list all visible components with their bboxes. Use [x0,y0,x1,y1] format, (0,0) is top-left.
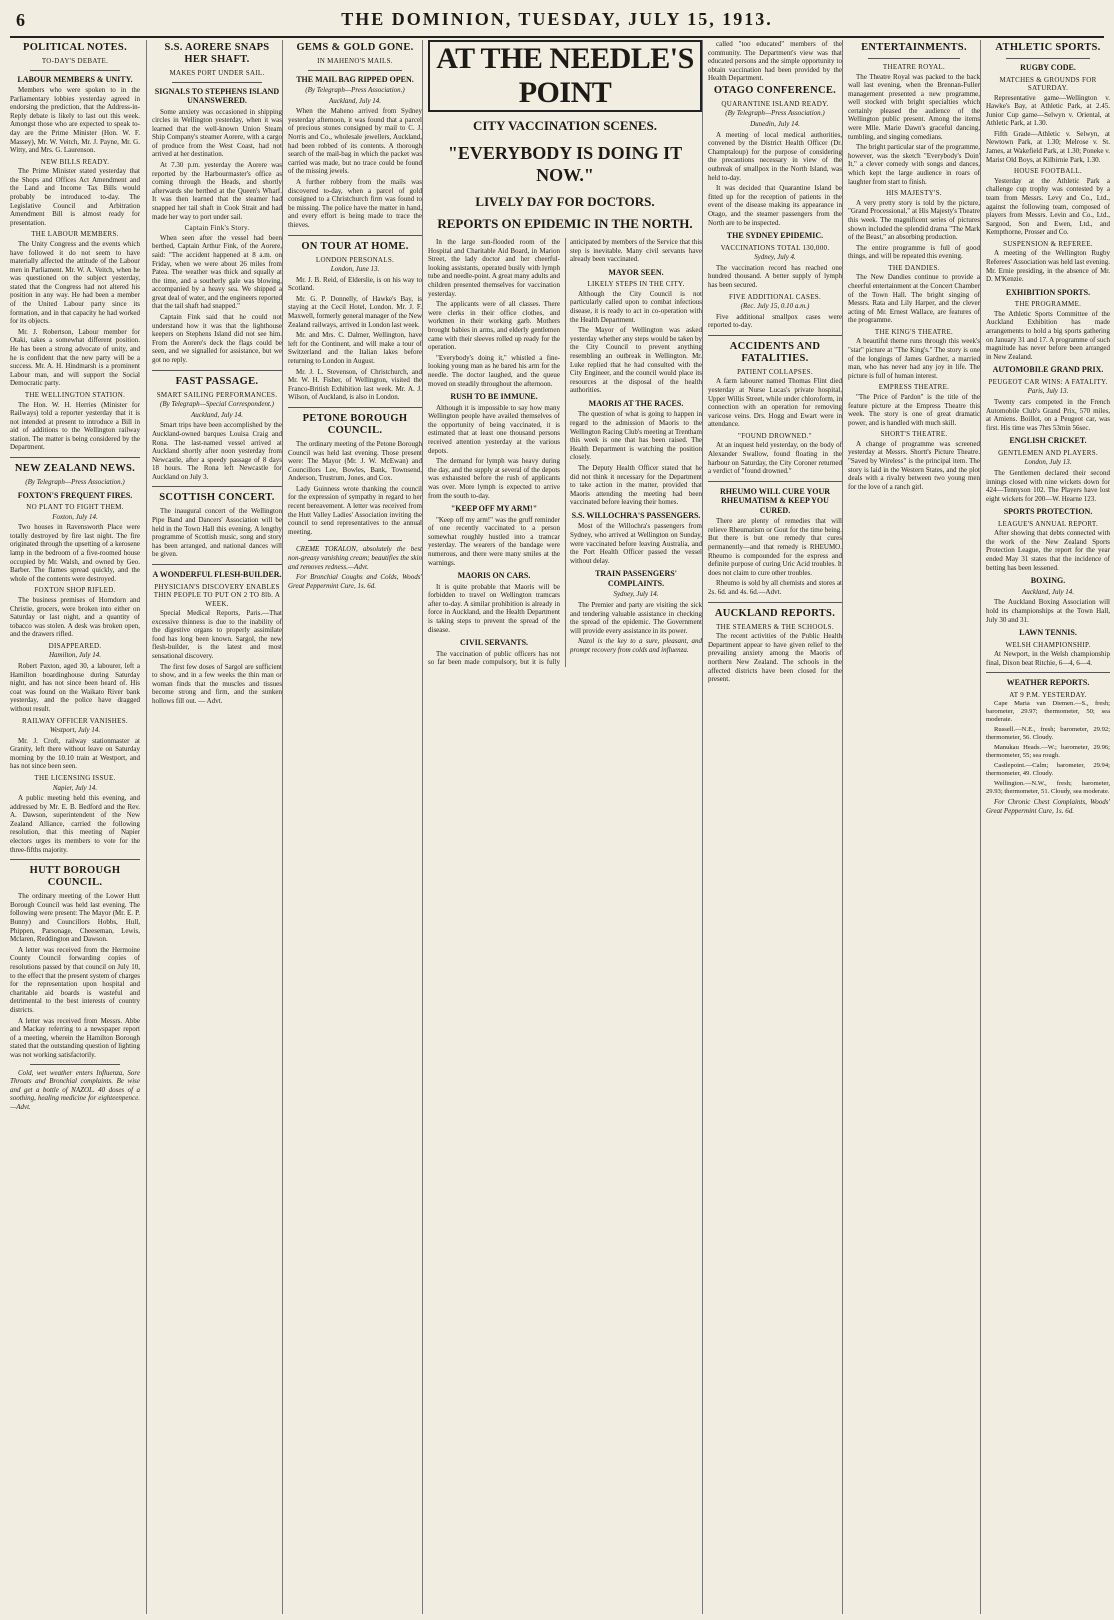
paragraph: Special Medical Reports, Paris.—That excessive thinness is due to the inability of the digestive organs to properly assimilate food has long been known. Sargol, the new flesh-builder, is the latest and most sensational discovery. [152,609,282,660]
weather-list [986,700,1110,796]
masthead [10,6,1104,38]
paragraph: called "too educated" members of the community. The Department's view was that educated persons and the simple opportunity to obtain vaccination had been provided by the Health Department. [708,40,842,83]
main-subheadline: REPORTS ON EPIDEMIC IN THE NORTH. [437,216,693,231]
dateline: Dunedin, July 14. [750,120,800,129]
subheading: NEW BILLS READY. [40,157,110,166]
subheading: QUARANTINE ISLAND READY. [721,99,829,108]
two-column-body [428,238,702,667]
paragraph: The question of what is going to happen in regard to the admission of Maoris to the Wellington Racing Club's meeting at Trentham this week is one that has been raised. The Health Department is watching the position closely. [570,410,702,462]
article-headline: SCOTTISH CONCERT. [159,492,275,504]
subheading: "KEEP OFF MY ARM!" [450,504,538,514]
paragraph: A beautiful theme runs through this week's "star" picture at "The King's." The story is one of the longings of James Gardner, a married man, who has never had any joy in life. The picture is full of human interest. [848,337,980,380]
weather-entry: Cape Maria van Diemen.—S., fresh; barometer, 29.97; thermometer, 50; sea moderate. [986,700,1110,724]
paragraph: The Auckland Boxing Association will hold its championships at the Town Hall, July 30 and 31. [986,598,1110,624]
paragraph: "Everybody's doing it," whistled a fine-looking young man as he bared his arm for the needle. The doctor laughed, and the queue moved on steadily throughout the afternoon. [428,353,560,388]
article-headline: PETONE BOROUGH COUNCIL. [302,412,408,436]
subheading: MAYOR SEEN. [608,267,664,277]
subheading: THE KING'S THEATRE. [874,327,954,336]
weather-entry: Castlepoint.—Calm; barometer, 29.94; thermometer, 49. Cloudy. [986,762,1110,778]
column-aorere [146,40,282,1614]
article-headline: ACCIDENTS AND FATALITIES. [729,340,821,364]
paragraph: At 7.30 p.m. yesterday the Aorere was reported by the Harbourmaster's office as coming through the Heads, and shortly afterwards she berthed at the Queen's Wharf. It was then learned that the steamer had snapped her tail shaft in Cook Strait and had made her way to port under sail. [152,161,282,221]
subheading: HIS MAJESTY'S. [886,189,942,198]
section-heading: NEW ZEALAND NEWS. [14,463,136,475]
subheading: LONDON PERSONALS. [315,255,395,264]
paragraph: A meeting of the Wellington Rugby Referees' Association was held last evening. Mr. Ernie presiding, in the absence of Mr. D. M'Kenzie. [986,249,1110,284]
paragraph: The Unity Congress and the events which have followed it do not seem to have materially affected the attitude of the Labour men in Parliament. Mr. W. A. Veitch, when he was questioned on the subject yesterday, stated that the Congress had not altered his position in any way. He had been a member of the United Labour party since its formation, and in that capacity he had worked for its objects. [10,239,140,326]
column-gems-gold [282,40,422,1614]
main-headline: AT THE NEEDLE'S POINT [428,40,702,112]
subheading: SIGNALS TO STEPHENS ISLAND UNANSWERED. [154,86,280,105]
paragraph: The business premises of Horndorn and Christie, grocers, were broken into either on Saturday or last night, and a quantity of tobacco was stolen. A desk was broken open, and the drawers rifled. [10,595,140,639]
subheading: PEUGEOT CAR WINS: A FATALITY. [988,377,1108,386]
subheading: TRAIN PASSENGERS' COMPLAINTS. [595,569,677,588]
byline: (By Telegraph—Press Association.) [305,86,405,94]
paragraph: The Gentlemen declared their second innings closed with nine wickets down for 424—Tennyson 102. The Players have lost eight wickets for 200—W. Hearne 123. [986,468,1110,503]
paragraph: At Newport, in the Welsh championship final, Dixon beat Ritchie, 6—4, 6—4. [986,650,1110,667]
paragraph: Lady Guinness wrote thanking the council for the expression of sympathy in regard to her recent bereavement. A letter was received from the Hutt Valley Ladies' Association inviting the council to send representatives to the annual meeting. [288,484,422,536]
column-needles-point [422,40,702,1614]
article-heading: BOXING. [1030,576,1066,586]
dateline: (Rec. July 15, 0.10 a.m.) [740,302,810,311]
subheading: THEATRE ROYAL. [882,63,946,71]
paragraph: When the Maheno arrived from Sydney yesterday afternoon, it was found that a parcel of precious stones consigned by mail to C. J. Norris and Co., wholesale jewellers, Auckland, had been robbed of its contents. A thorough search of the mail-bag in which the packet was carried was made, but no trace could be found of the missing jewels. [288,107,422,176]
paragraph: There are plenty of remedies that will relieve Rheumatism or Gout for the time being. But there is but one remedy that cures permanently—and that remedy is RHEUMO. Rheumo is compounded for the express and definite purpose of curing Uric Acid troubles. It does not claim to cure other troubles. [708,517,842,577]
columns [10,40,1110,1614]
article-heading: LAWN TENNIS. [1019,628,1077,638]
subheading: GENTLEMEN AND PLAYERS. [998,448,1098,457]
paragraph: The bright particular star of the programme, however, was the sketch "Everybody's Doin' It," a clever comedy with songs and dances, which kept the large audience in roars of laughter from start to finish. [848,143,980,186]
paragraph: Fifth Grade—Athletic v. Selwyn, at Newtown Park, at 1.30; Melrose v. St. James, at Wakefield Park, at 1.30; Poneke v. Marist Old Boys, at Kilbirnie Park, 1.30. [986,129,1110,164]
subheading: THE LICENSING ISSUE. [34,774,116,782]
column-otago-conference [702,40,842,1614]
article-headline: GEMS & GOLD GONE. [296,42,414,53]
paragraph: The Premier and party are visiting the sick and tendering valuable assistance in checking the spread of the epidemic. The Government will provide every assistance in its power. [570,601,702,635]
subheading: Captain Fink's Story. [184,224,250,233]
advertisement: Cold, wet weather enters Influenza, Sore Throats and Bronchial complaints. Be wise and get a bottle of NAZOL. 40 doses of a soothing, healing medicine for eighteenpence.—Advt. [10,1068,140,1111]
weather-entry: Russell.—N.E., fresh; barometer, 29.92; thermometer, 56. Cloudy. [986,726,1110,742]
paragraph: Mr. J. Croft, railway stationmaster at Granity, left there without leave on Saturday morning by the 10.10 train at Westport, and has not since been seen. [10,736,140,771]
paragraph: Representative game—Wellington v. Hawke's Bay, at Athletic Park, at 2.45. Junior Cup game—Selwyn v. Oriental, at Athletic Park, at 1.30. [986,93,1110,128]
dateline: Napier, July 14. [52,783,98,792]
paragraph: The inaugural concert of the Wellington Pipe Band and Dancers' Association will be held in the Town Hall this evening. A lengthy programme of Scottish music, song and story has been arranged, and national dances will be given. [152,507,282,559]
subheading: THE MAIL BAG RIPPED OPEN. [296,74,414,84]
paragraph: Although the City Council is not particularly called upon to combat infectious disease, it is ready to act in co-operation with the Health Department. [570,289,702,324]
paragraph: A letter was received from the Hermoine County Council forwarding copies of resolutions passed by that council on July 10, to the effect that the present system of charges for the representation upon hospital and charitable aid boards is wasteful and detrimental to the best interests of country districts. [10,945,140,1014]
column-political-notes [10,40,140,1614]
paragraph: The Deputy Health Officer stated that he did not think it necessary for the Department to take action in the matter, provided that Maoris attending the meeting had been vaccinated before leaving their homes. [570,463,702,507]
article-headline: FAST PASSAGE. [175,375,259,387]
dateline: Sydney, July 14. [613,590,659,599]
dateline: Sydney, July 4. [754,253,796,262]
paragraph: Mr. J. Robertson, Labour member for Otaki, takes a somewhat different position. He has been a strong advocate of unity, and he is confident that the new party will be a success. Mr. A. H. Hindmarsh is a prominent Labour man, and will support the Social Democratic party. [10,327,140,388]
subheading: THE LABOUR MEMBERS. [31,230,119,239]
subheading: SMART SAILING PERFORMANCES. [156,390,278,399]
paragraph: The vaccination record has reached one hundred thousand. A better supply of lymph has been secured. [708,263,842,289]
subheading: MAORIS ON CARS. [457,571,531,581]
article-heading: AUTOMOBILE GRAND PRIX. [992,365,1104,375]
subheading: SHORT'S THEATRE. [880,430,948,439]
section-heading: ENTERTAINMENTS. [861,42,967,53]
page-number: 6 [16,10,25,30]
paragraph: The ordinary meeting of the Lower Hutt Borough Council was held last evening. The following were present: The Mayor (Mr. E. P. Bunny) and Councillors Hobbs, Hull, Phippen, Parsonage, Cheeseman, Lewis, Mclaren, Reddington and Dawson. [10,892,140,944]
paragraph: The recent activities of the Public Health Department appear to have given relief to the prevailing anxiety among the Maoris of northern New Zealand. The schools in the affected districts have been closed for the present. [708,632,842,684]
article-heading: SPORTS PROTECTION. [1003,507,1093,517]
subheading: VACCINATIONS TOTAL 130,000. [720,243,830,252]
paragraph: A farm labourer named Thomas Flint died yesterday at Nurse Lucas's private hospital, Upper Willis Street, while under chloroform, in connection with an operation for removing varicose veins. Drs. Hogg and Ewart were in attendance. [708,377,842,429]
advert-headline: A WONDERFUL FLESH-BUILDER. [152,570,282,580]
paragraph: "The Price of Pardon" is the title of the feature picture at the Empress Theatre this week. The story is one of great dramatic power, and is handled with much skill. [848,392,980,427]
paragraph: A further robbery from the mails was discovered to-day, when a parcel of gold consigned to a Christchurch firm was found to be missing. The police have the matter in hand, and every effort is being made to trace the thieves. [288,177,422,229]
paragraph: Yesterday at the Athletic Park a challenge cup trophy was contested by a team from Messrs. Levy and Co., Ltd., against the following team, composed of players from Messrs. Levin and Co., Ltd., Sargood, Son and Ewen, Ltd., and Kempthorne, Prosser and Co. [986,176,1110,237]
paragraph: Mr. J. B. Reid, of Elderslie, is on his way to Scotland. [288,275,422,293]
paragraph: Smart trips have been accomplished by the Auckland-owned barques Louisa Craig and Rona. The last-named vessel arrived at Auckland shortly after noon yesterday from Newcastle, after a speedy passage of 8 days 18 hours. The Rona left Newcastle for Auckland on July 3. [152,421,282,481]
subheading: FOXTON SHOP RIFLED. [34,586,116,595]
paragraph: Robert Paxton, aged 30, a labourer, left a Hamilton boardinghouse during Saturday night, and has not since been heard of. His coat was found on the Waikato River bank yesterday, and the police have dragged without result. [10,661,140,713]
paragraph: The ordinary meeting of the Petone Borough Council was held last evening. Those present were: The Mayor (Mr. J. W. McEwan) and Councillors Lee, Bowles, Bank, Townsend, Anderson, Trustrum, Jones, and Cox. [288,439,422,483]
paragraph: The first few doses of Sargol are sufficient to show, and in a few weeks the thin man or woman finds that the muscles and tissues become strong and firm, and the sunken hollows fill out. — Advt. [152,662,282,705]
paragraph: It is quite probable that Maoris will be forbidden to travel on Wellington tramcars after to-day. A similar prohibition is already in force in Auckland, and the Health Department is taking steps to prevent the spread of the disease. [428,582,560,634]
paragraph: A very pretty story is told by the picture, "Grand Processional," at His Majesty's Theatre this week. The magnificent series of pictures shown included the splendid drama "The Mark of the Beast," an absorbing production. [848,198,980,242]
paragraph: A change of programme was screened yesterday at Messrs. Shortt's Picture Theatre. "Saved by Wireless" is the principal item. The story is laid in the Western States, and the plot deals with a rivalry between two young men for the love of a ranch girl. [848,439,980,491]
paragraph: Although it is impossible to say how many Wellington people have availed themselves of the opportunity of being vaccinated, it is estimated that at least one thousand persons received attention yesterday at the various depots. [428,403,560,455]
paragraph: At an inquest held yesterday, on the body of Alexander Swallow, found floating in the harbour on Saturday, the City Coroner returned a verdict of "found drowned." [708,441,842,476]
main-subheadline: LIVELY DAY FOR DOCTORS. [475,194,655,209]
subheading: CIVIL SERVANTS. [459,638,529,648]
section-heading: POLITICAL NOTES. [23,42,127,53]
byline: (By Telegraph—Press Association.) [25,478,125,487]
subheading: NO PLANT TO FIGHT THEM. [26,503,124,512]
paragraph: Captain Fink said that he could not understand how it was that the lighthouse keepers on Stephens Island did not see him. From the Aorere's deck the flags could be seen, and we signalled for assistance, but we got no reply. [152,313,282,365]
article-headline: S.S. AORERE SNAPS HER SHAFT. [164,42,270,65]
paragraph: Two houses in Ravensworth Place were totally destroyed by fire last night. The fire originated through the upsetting of a kerosene lamp in the bedroom of a five-roomed house occupied by Mr. Walsh, and owned by Geo. Barber. The flames spread quickly, and the whole of the contents were destroyed. [10,523,140,583]
article-heading: EXHIBITION SPORTS. [1005,287,1091,297]
paragraph: The Theatre Royal was packed to the back wall last evening, when the Brennan-Fuller management presented a new programme, well stocked with bright specialties which certainly pleased the audience of the Wellington public present. Among the items were Mlle. Marie Dawn's graceful dancing, tumbling, and singing comedians. [848,72,980,141]
article-heading: LABOUR MEMBERS & UNITY. [17,74,133,84]
paragraph: The vaccination of public officers has not so far been made compulsory, but it is fully anticipated by members of the Service that this step is inevitable. Many civil servants have already been vaccinated. [428,238,702,667]
paragraph: Twenty cars competed in the French Automobile Club's Grand Prix, 570 miles, at Amiens. Boillot, on a Peugeot car, was first. His time was 7hrs 53min 56sec. [986,397,1110,432]
subheading: LEAGUE'S ANNUAL REPORT. [997,519,1099,528]
subheading: EMPRESS THEATRE. [878,383,950,392]
article-headline: ON TOUR AT HOME. [301,240,409,252]
subheading: AT 9 P.M. YESTERDAY. [1009,690,1087,699]
dateline: Paris, July 13. [1027,387,1069,396]
subheading: HOUSE FOOTBALL. [1014,167,1082,176]
paragraph: A public meeting held this evening, and addressed by Mr. E. B. Bedford and the Rev. A. Dawson, superintendent of the New Zealand Alliance, carried the following resolution, that this meeting of Napier electors urges its members to vote for the three-fifths majority. [10,794,140,854]
paragraph: The applicants were of all classes. There were clerks in their office clothes, and workmen in their working garb. Mothers brought babies in arms, and elderly gentlemen came with their sleeves rolled up ready for the operation. [428,300,560,352]
main-subheadline: CITY VACCINATION SCENES. [472,118,658,133]
dateline: London, July 13. [1024,458,1072,467]
subheading: LIKELY STEPS IN THE CITY. [587,280,685,289]
paragraph: After showing that debts connected with the work of the New Zealand Sports Protection League, the report for the year ended May 31 states that the incidence of betting has been lessened. [986,529,1110,572]
dateline: Foxton, July 14. [52,512,98,521]
paragraph: The entire programme is full of good things, and will be repeated this evening. [848,243,980,261]
paragraph: When seen after the vessel had been berthed, Captain Arthur Fink, of the Aorere, said: "The accident happened at 8 a.m. on Friday, when we were about 26 miles from Patea. The weather was thick and squally at the time, and a southerly gale was blowing, accompanied by a heavy sea. We shipped a great deal of water, and the engineers reported that the tail shaft had snapped." [152,233,282,311]
article-heading: RUGBY CODE. [1020,63,1076,72]
paragraph: Rheumo is sold by all chemists and stores at 2s. 6d. and 4s. 6d.—Advt. [708,579,842,597]
main-quote-headline: "EVERYBODY IS DOING IT NOW." [447,143,683,185]
article-heading: WEATHER REPORTS. [1006,678,1090,688]
paragraph: Most of the Willochra's passengers from Sydney, who arrived at Wellington on Sunday, were vaccinated before leaving Australia, and the Port Health Officer passed the vessel without delay. [570,522,702,565]
article-headline: AUCKLAND REPORTS. [714,607,836,619]
paragraph: "Keep off my arm!" was the gruff reminder of one recently vaccinated to a person somewhat roughly hustled into a tramcar yesterday. The wearers of the bandage were numerous, and there were many smiles at the warnings. [428,515,560,567]
advertisement: CREME TOKALON, absolutely the best non-greasy vanishing cream; beautifies the skin and removes redness.—Advt. [288,545,422,571]
paragraph: The Mayor of Wellington was asked yesterday whether any steps would be taken by the City Council to prevent anything resembling an outbreak in Wellington. Mr. Luke replied that he had consulted with the City Engineer, and the council would place its resources at the disposal of the health authorities. [570,326,702,395]
paragraph: Members who were spoken to in the Parliamentary lobbies yesterday agreed in endorsing the prediction, that the Address-in-Reply debate is likely to last out this week. Amongst those who are expected to speak to-day are the Prime Minister (Hon. W. F. Massey), Mr. W. Veitch, Mr. J. Payne, Mr. G. Witty, and Mrs. G. Laurenson. [10,86,140,155]
advertisement: Nazol is the key to a sure, pleasant, and prompt recovery from colds and influenza. [570,637,702,654]
subheading: RAILWAY OFFICER VANISHES. [22,716,128,725]
subheading: MAORIS AT THE RACES. [588,398,684,408]
paragraph: Mr. J. L. Stevenson, of Christchurch, and Mr. W. H. Fisher, of Wellington, visited the Franco-British Exhibition last week. Mr. A. J. Wilson, of Auckland, is also in London. [288,367,422,402]
subheading: THE DANDIES. [888,263,940,272]
section-heading: HUTT BOROUGH COUNCIL. [29,865,121,889]
paragraph: It was decided that Quarantine Island be fitted up for the reception of patients in the event of the disease making its appearance in Otago, and the steamer passengers from the North are to be inspected. [708,184,842,227]
paragraph: Some anxiety was occasioned in shipping circles in Wellington yesterday, when it was learned that the well-known Union Steam Ship Company's steamer Aorere, with a cargo of produce from the West Coast, had not arrived at her destination. [152,107,282,159]
column-entertainments [842,40,980,1614]
paragraph: The Athletic Sports Committee of the Auckland Exhibition has made arrangements to hold a big sports gathering on January 31 and 17. A programme of such magnitude has never before been arranged in New Zealand. [986,309,1110,361]
paragraph: The Hon. W. H. Herries (Minister for Railways) told a reporter yesterday that it is not intended at present to introduce a Bill in aid of additions to the Wellington railway station. The matter is being considered by the Department. [10,400,140,452]
dateline: Auckland, July 14. [328,96,382,105]
subheading: S.S. WILLOCHRA'S PASSENGERS. [571,510,701,520]
paragraph: Five additional smallpox cases were reported to-day. [708,312,842,330]
column-athletic-sports [980,40,1110,1614]
paragraph: The demand for lymph was heavy during the day, and the supply at several of the depots was exhausted before the rush of applicants was over. More lymph is expected to arrive from the south to-day. [428,457,560,500]
subheading: THE PROGRAMME. [1014,300,1082,309]
byline: (By Telegraph—Special Correspondent.) [160,400,274,409]
advertisement: For Bronchial Coughs and Colds, Woods' Great Peppermint Cure, 1s. 6d. [288,573,422,590]
article-heading: FOXTON'S FREQUENT FIRES. [17,490,133,500]
paragraph: In the large sun-flooded room of the Hospital and Charitable Aid Board, in Marion Street, the lady doctor and her cheerful-looking assistants, operated busily with lymph tube and needle-point. A great many adults and children presented themselves for vaccination yesterday. [428,238,560,298]
subheading: DISAPPEARED. [48,641,102,650]
weather-entry: Manukau Heads.—W.; barometer, 29.96; thermometer, 55; sea rough. [986,744,1110,760]
subheading: MAKES PORT UNDER SAIL. [169,69,265,77]
subheading: RUSH TO BE IMMUNE. [450,392,538,402]
newspaper-title: THE DOMINION, TUESDAY, JULY 15, 1913. [341,9,773,29]
advert-headline: RHEUMO WILL CURE YOUR RHEUMATISM & KEEP YOU CURED. [719,486,830,515]
subheading: WELSH CHAMPIONSHIP. [1005,640,1091,649]
subheading: PHYSICIAN'S DISCOVERY ENABLES THIN PEOPLE TO PUT ON 2 TO 8lb. A WEEK. [153,582,281,608]
paragraph: Mr. G. P. Donnelly, of Hawke's Bay, is staying at the Cecil Hotel, London. Mr. J. F. Maxwell, formerly general manager of the New Zealand railways, arrived in London last week. [288,294,422,329]
article-heading: ENGLISH CRICKET. [1009,436,1087,446]
subheading: FIVE ADDITIONAL CASES. [728,292,822,301]
dateline: Auckland, July 14. [1021,587,1075,596]
subheading: THE SYDNEY EPIDEMIC. [726,231,824,241]
subheading: TO-DAY'S DEBATE. [41,57,109,65]
paragraph: The New Dandies continue to provide a cheerful entertainment at the Concert Chamber of the Town Hall. The bright singing of Messrs. Rata and Lily Harper, and the clever acting of Mr. Ernest Wallace, are features of the programme. [848,273,980,325]
byline: (By Telegraph—Press Association.) [725,109,825,118]
advertisement: For Chronic Chest Complaints, Woods' Great Peppermint Cure, 1s. 6d. [986,798,1110,815]
paragraph: A meeting of local medical authorities, convened by the District Health Officer (Dr. Champtaloup) for the purpose of considering the precautions necessary in view of the outbreak of smallpox in the North Island, was held to-day. [708,130,842,182]
dateline: London, June 13. [330,265,380,273]
dateline: Westport, July 14. [49,726,101,735]
subheading: IN MAHENO'S MAILS. [317,57,393,65]
article-headline: OTAGO CONFERENCE. [713,84,837,96]
paragraph: The Prime Minister stated yesterday that the Shops and Offices Act Amendment and the Land and Income Tax Bills would probably be introduced to-day. The Legislative Council and Arbitration Amendment Bill is almost ready for presentation. [10,167,140,227]
subheading: "FOUND DROWNED." [738,431,812,440]
paragraph: A letter was received from Messrs. Abbe and Mackay referring to a newspaper report of a meeting, wherein the Hamilton Borough stated that the outstanding question of lighting was not working satisfactorily. [10,1016,140,1059]
section-heading: ATHLETIC SPORTS. [995,42,1101,53]
subheading: THE WELLINGTON STATION. [24,391,126,399]
subheading: THE STEAMERS & THE SCHOOLS. [716,622,834,631]
dateline: Auckland, July 14. [190,410,244,419]
subheading: PATIENT COLLAPSES. [737,367,813,376]
subheading: MATCHES & GROUNDS FOR SATURDAY. [999,75,1097,92]
weather-entry: Wellington.—N.W., fresh; barometer, 29.93; thermometer, 51. Cloudy, sea moderate. [986,780,1110,796]
subheading: SUSPENSION & REFEREE. [1003,239,1093,248]
dateline: Hamilton, July 14. [48,651,102,660]
paragraph: Mr. and Mrs. C. Dalmer, Wellington, have left for the Continent, and will make a tour of Switzerland and the Italian lakes before returning to London in August. [288,331,422,365]
